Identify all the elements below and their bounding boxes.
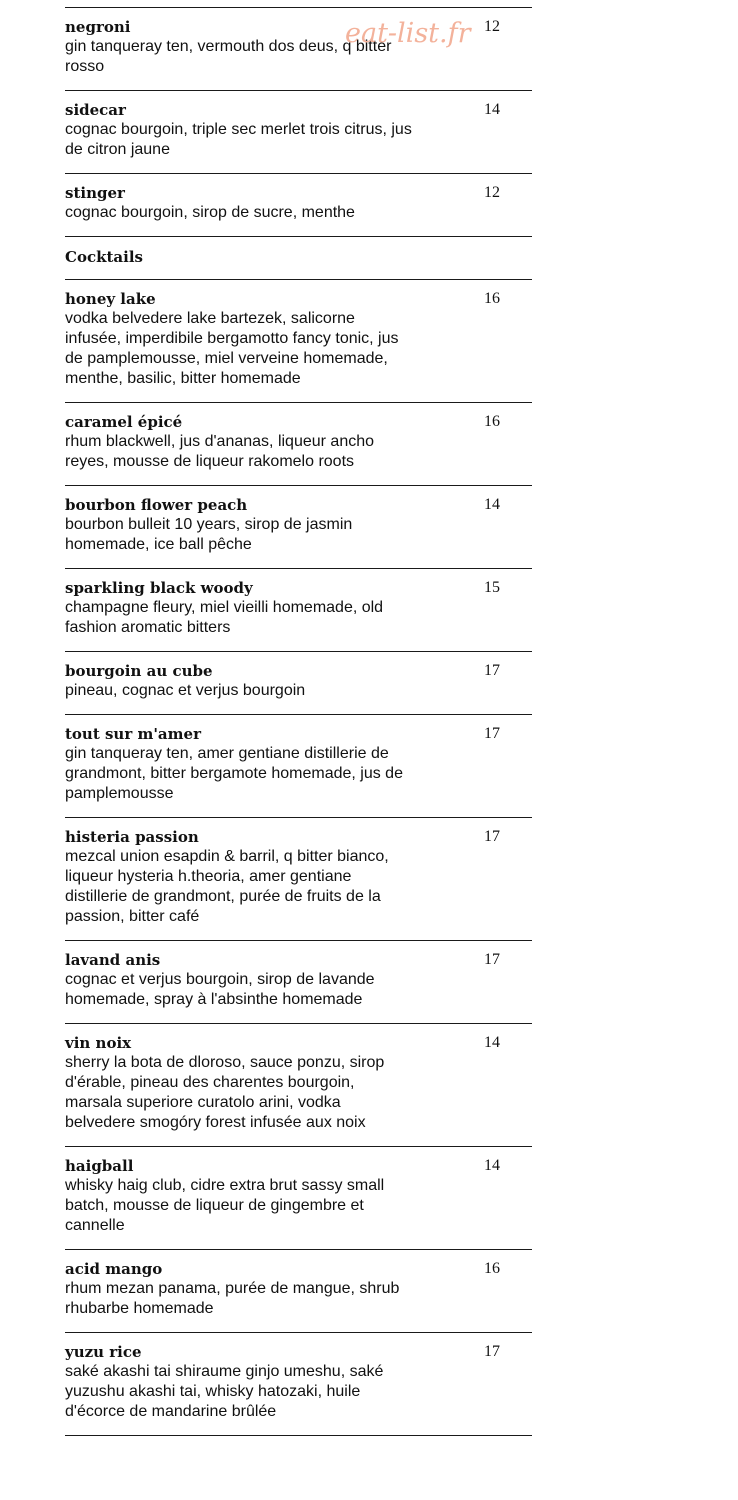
menu-item-lavand-anis xyxy=(65,941,532,1023)
item-name: histeria passion xyxy=(65,828,199,846)
item-name: honey lake xyxy=(65,290,156,308)
item-description-line: belvedere smogóry forest infusée aux noix xyxy=(65,1114,366,1131)
item-description-line: de pamplemousse, miel verveine homemade, xyxy=(65,350,388,367)
item-description-line: homemade, ice ball pêche xyxy=(65,536,252,553)
item-price: 16 xyxy=(484,1260,500,1277)
item-description-line: pamplemousse xyxy=(65,785,174,802)
menu-item-negroni xyxy=(65,8,532,90)
item-description-line: gin tanqueray ten, amer gentiane distillerie de xyxy=(65,745,389,762)
menu-item-yuzu-rice xyxy=(65,1333,532,1435)
item-price: 17 xyxy=(484,1343,500,1360)
menu-item-bourbon-flower-peach xyxy=(65,486,532,568)
item-price: 12 xyxy=(484,184,500,201)
item-name: acid mango xyxy=(65,1260,163,1278)
item-description-line: rosso xyxy=(65,58,105,75)
item-price: 17 xyxy=(484,662,500,679)
item-description-line: batch, mousse de liqueur de gingembre et xyxy=(65,1197,364,1214)
section-header xyxy=(65,237,532,279)
item-description-line: rhubarbe homemade xyxy=(65,1300,214,1317)
menu-item-tout-sur-m-amer xyxy=(65,715,532,817)
item-description-line: rhum blackwell, jus d'ananas, liqueur ancho xyxy=(65,433,375,450)
item-name: haigball xyxy=(65,1157,134,1175)
item-name: vin noix xyxy=(65,1034,132,1052)
menu-item-sidecar xyxy=(65,91,532,173)
menu-item-vin-noix xyxy=(65,1024,532,1146)
item-description-line: fashion aromatic bitters xyxy=(65,619,231,636)
item-description-line: cognac et verjus bourgoin, sirop de lavande xyxy=(65,971,375,988)
item-description-line: marsala superiore curatolo arini, vodka xyxy=(65,1094,341,1111)
item-price: 15 xyxy=(484,579,500,596)
menu-item-honey-lake xyxy=(65,280,532,402)
item-price: 14 xyxy=(484,1157,500,1174)
item-description-line: bourbon bulleit 10 years, sirop de jasmin xyxy=(65,516,353,533)
item-description-line: whisky haig club, cidre extra brut sassy small xyxy=(65,1177,385,1194)
item-name: lavand anis xyxy=(65,951,161,969)
item-price: 17 xyxy=(484,828,500,845)
drinks-menu xyxy=(65,7,532,1436)
item-price: 17 xyxy=(484,725,500,742)
item-name: bourgoin au cube xyxy=(65,662,213,680)
item-description-line: vodka belvedere lake bartezek, salicorne xyxy=(65,310,355,327)
item-price: 14 xyxy=(484,496,500,513)
item-price: 16 xyxy=(484,290,500,307)
item-description-line: yuzushu akashi tai, whisky hatozaki, huile xyxy=(65,1383,361,1400)
item-name: stinger xyxy=(65,184,125,202)
menu-item-histeria-passion xyxy=(65,818,532,940)
divider xyxy=(65,1435,532,1436)
item-description-line: liqueur hysteria h.theoria, amer gentiane xyxy=(65,868,352,885)
menu-item-sparkling-black-woody xyxy=(65,569,532,651)
item-description-line: passion, bitter café xyxy=(65,908,200,925)
item-name: sidecar xyxy=(65,101,126,119)
item-description-line: cannelle xyxy=(65,1217,125,1234)
item-name: yuzu rice xyxy=(65,1343,142,1361)
item-description-line: champagne fleury, miel vieilli homemade, old xyxy=(65,599,384,616)
item-description-line: homemade, spray à l'absinthe homemade xyxy=(65,991,363,1008)
item-description-line: pineau, cognac et verjus bourgoin xyxy=(65,682,306,699)
watermark: eat-list.fr xyxy=(345,18,471,49)
item-name: caramel épicé xyxy=(65,413,183,431)
item-price: 12 xyxy=(484,18,500,35)
item-price: 14 xyxy=(484,1034,500,1051)
item-description-line: d'érable, pineau des charentes bourgoin, xyxy=(65,1074,355,1091)
menu-item-caramel-epice xyxy=(65,403,532,485)
item-description-line: d'écorce de mandarine brûlée xyxy=(65,1403,277,1420)
item-description-line: mezcal union esapdin & barril, q bitter bianco, xyxy=(65,848,389,865)
item-description-line: distillerie de grandmont, purée de fruits de la xyxy=(65,888,381,905)
item-name: negroni xyxy=(65,18,131,36)
menu-item-stinger xyxy=(65,174,532,236)
item-description-line: rhum mezan panama, purée de mangue, shrub xyxy=(65,1280,400,1297)
item-description-line: gin tanqueray ten, vermouth dos deus, q bitter xyxy=(65,38,392,55)
item-name: bourbon flower peach xyxy=(65,496,248,514)
item-description-line: saké akashi tai shiraume ginjo umeshu, saké xyxy=(65,1363,384,1380)
item-description-line: grandmont, bitter bergamote homemade, jus de xyxy=(65,765,403,782)
item-name: tout sur m'amer xyxy=(65,725,201,743)
item-description-line: infusée, imperdibile bergamotto fancy tonic, jus xyxy=(65,330,399,347)
section-title: Cocktails xyxy=(65,248,143,266)
item-name: sparkling black woody xyxy=(65,579,253,597)
item-description-line: menthe, basilic, bitter homemade xyxy=(65,370,301,387)
item-price: 14 xyxy=(484,101,500,118)
item-description-line: reyes, mousse de liqueur rakomelo roots xyxy=(65,453,355,470)
menu-item-haigball xyxy=(65,1147,532,1249)
item-description-line: de citron jaune xyxy=(65,141,170,158)
item-description-line: cognac bourgoin, sirop de sucre, menthe xyxy=(65,204,355,221)
item-description-line: cognac bourgoin, triple sec merlet trois citrus, jus xyxy=(65,121,412,138)
item-price: 16 xyxy=(484,413,500,430)
menu-item-acid-mango xyxy=(65,1250,532,1332)
item-price: 17 xyxy=(484,951,500,968)
item-description-line: sherry la bota de dloroso, sauce ponzu, sirop xyxy=(65,1054,385,1071)
menu-item-bourgoin-au-cube xyxy=(65,652,532,714)
